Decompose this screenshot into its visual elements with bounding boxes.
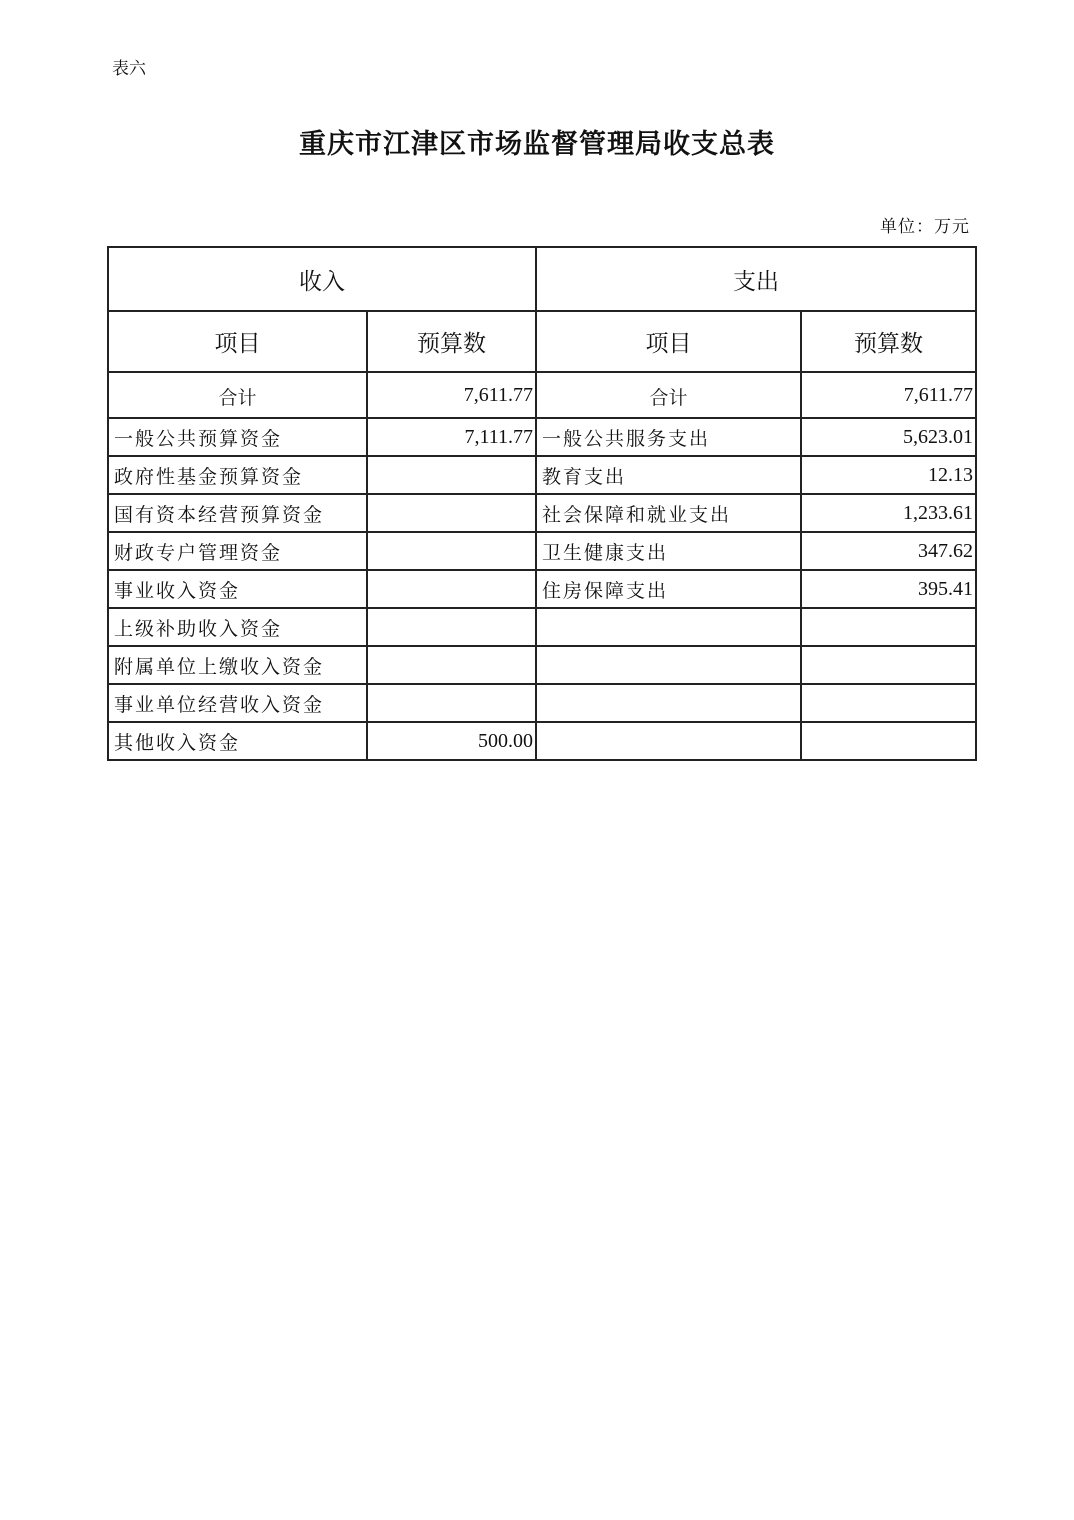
income-item-cell: 其他收入资金 [108, 722, 367, 760]
table-row [108, 418, 976, 456]
income-value-cell [367, 608, 536, 646]
income-value-cell [367, 494, 536, 532]
income-value-cell [367, 684, 536, 722]
expense-value-cell: 347.62 [801, 532, 976, 570]
income-item-cell: 上级补助收入资金 [108, 608, 367, 646]
expense-item-cell: 社会保障和就业支出 [536, 494, 801, 532]
income-value-cell [367, 532, 536, 570]
expense-item-cell [536, 608, 801, 646]
income-total-value: 7,611.77 [367, 372, 536, 418]
page-title: 重庆市江津区市场监督管理局收支总表 [299, 129, 775, 160]
expense-total-value: 7,611.77 [801, 372, 976, 418]
unit-label: 单位：万元 [880, 217, 970, 237]
income-item-cell: 国有资本经营预算资金 [108, 494, 367, 532]
budget-summary-table [107, 246, 977, 761]
expense-item-column-header: 项目 [536, 311, 801, 372]
expense-value-cell [801, 608, 976, 646]
income-item-cell: 附属单位上缴收入资金 [108, 646, 367, 684]
income-item-column-header: 项目 [108, 311, 367, 372]
table-row [108, 456, 976, 494]
table-row [108, 684, 976, 722]
expense-item-cell: 教育支出 [536, 456, 801, 494]
income-item-cell: 财政专户管理资金 [108, 532, 367, 570]
income-value-cell: 7,111.77 [367, 418, 536, 456]
expense-value-cell [801, 684, 976, 722]
expense-total-label: 合计 [536, 372, 801, 418]
expense-value-cell: 395.41 [801, 570, 976, 608]
expense-value-cell: 12.13 [801, 456, 976, 494]
income-item-cell: 政府性基金预算资金 [108, 456, 367, 494]
expense-item-cell [536, 684, 801, 722]
income-item-cell: 一般公共预算资金 [108, 418, 367, 456]
expense-value-cell: 5,623.01 [801, 418, 976, 456]
expense-section-header: 支出 [536, 247, 976, 311]
expense-value-cell [801, 722, 976, 760]
expense-item-cell [536, 722, 801, 760]
income-item-cell: 事业单位经营收入资金 [108, 684, 367, 722]
table-row [108, 722, 976, 760]
income-section-header: 收入 [108, 247, 536, 311]
table-row [108, 646, 976, 684]
income-value-cell: 500.00 [367, 722, 536, 760]
income-total-label: 合计 [108, 372, 367, 418]
income-value-cell [367, 456, 536, 494]
income-value-cell [367, 570, 536, 608]
expense-item-cell: 一般公共服务支出 [536, 418, 801, 456]
expense-item-cell [536, 646, 801, 684]
column-header-row [108, 311, 976, 372]
table-number-label: 表六 [112, 59, 146, 79]
expense-item-cell: 卫生健康支出 [536, 532, 801, 570]
section-header-row [108, 247, 976, 311]
table-row [108, 570, 976, 608]
total-row [108, 372, 976, 418]
table-row [108, 494, 976, 532]
income-budget-column-header: 预算数 [367, 311, 536, 372]
income-value-cell [367, 646, 536, 684]
expense-value-cell [801, 646, 976, 684]
income-item-cell: 事业收入资金 [108, 570, 367, 608]
expense-item-cell: 住房保障支出 [536, 570, 801, 608]
expense-value-cell: 1,233.61 [801, 494, 976, 532]
table-row [108, 608, 976, 646]
table-row [108, 532, 976, 570]
expense-budget-column-header: 预算数 [801, 311, 976, 372]
